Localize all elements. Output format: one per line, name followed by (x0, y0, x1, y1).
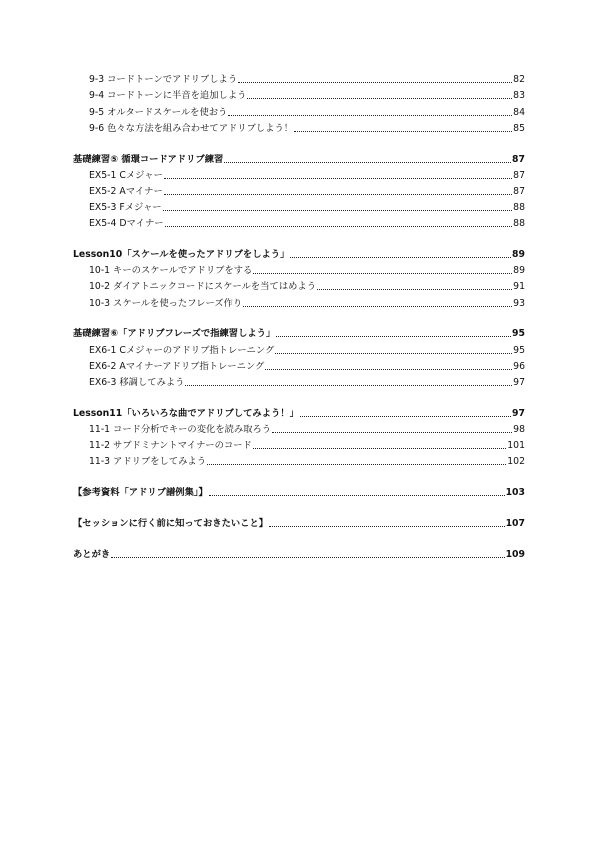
dot-leader (276, 336, 511, 337)
toc-entry (73, 276, 525, 292)
toc-entry-title: 【参考資料「アドリブ譜例集」】 (73, 487, 208, 499)
toc-entry (73, 118, 525, 134)
toc-entry-page: 88 (513, 202, 525, 214)
toc-entry-page: 103 (505, 487, 525, 499)
toc-entry-page: 89 (513, 265, 525, 277)
toc-entry-title: 10-2 ダイアトニックコードにスケールを当てはめよう (89, 281, 317, 293)
dot-leader (228, 115, 512, 116)
dot-leader (317, 289, 512, 290)
toc-entry-page: 89 (512, 249, 525, 261)
toc-entry (73, 69, 525, 85)
dot-leader (111, 557, 504, 558)
dot-leader (247, 98, 512, 99)
toc-entry (73, 101, 525, 117)
toc-entry-page: 82 (513, 74, 525, 86)
toc-entry-page: 96 (513, 360, 525, 372)
dot-leader (185, 385, 512, 386)
toc-entry (73, 213, 525, 229)
dot-leader (253, 273, 512, 274)
toc-section-heading (73, 513, 525, 529)
table-of-contents (73, 69, 525, 560)
toc-section-heading (73, 543, 525, 559)
toc-entry-title: 【セッションに行く前に知っておきたいこと】 (73, 517, 269, 529)
dot-leader (290, 257, 511, 258)
toc-entry (73, 260, 525, 276)
toc-entry-title: EX5-2 Aマイナー (89, 185, 163, 197)
dot-leader (165, 226, 513, 227)
toc-entry-title: 基礎練習⑥「アドリブフレーズで指練習しよう」 (73, 328, 276, 340)
toc-entry-title: EX6-1 Cメジャーのアドリブ指トレーニング (89, 344, 275, 356)
toc-entry-page: 88 (513, 218, 525, 230)
toc-entry-title: 11-3 アドリブをしてみよう (89, 456, 207, 468)
toc-entry-title: 9-3 コードトーンでアドリブしよう (89, 74, 238, 86)
dot-leader (164, 178, 512, 179)
toc-entry-title: 11-1 コード分析でキーの変化を読み取ろう (89, 423, 272, 435)
toc-entry-page: 87 (513, 169, 525, 181)
toc-entry-title: 10-3 スケールを使ったフレーズ作り (89, 297, 243, 309)
toc-entry-title: 11-2 サブドミナントマイナーのコード (89, 440, 252, 452)
toc-entry (73, 356, 525, 372)
dot-leader (300, 416, 511, 417)
toc-entry (73, 372, 525, 388)
toc-entry-title: EX6-3 移調してみよう (89, 376, 185, 388)
toc-entry-page: 87 (513, 185, 525, 197)
dot-leader (294, 131, 512, 132)
toc-entry-title: EX5-3 Fメジャー (89, 202, 162, 214)
toc-entry (73, 451, 525, 467)
toc-section-heading (73, 403, 525, 419)
dot-leader (243, 306, 512, 307)
dot-leader (164, 194, 512, 195)
toc-entry-page: 95 (513, 344, 525, 356)
toc-entry-page: 98 (513, 423, 525, 435)
toc-entry (73, 435, 525, 451)
toc-entry (73, 339, 525, 355)
toc-entry-page: 102 (507, 456, 525, 468)
toc-entry (73, 292, 525, 308)
toc-entry-title: 9-6 色々な方法を組み合わせてアドリブしよう！ (89, 122, 294, 134)
dot-leader (265, 369, 512, 370)
dot-leader (253, 448, 506, 449)
toc-entry-title: Lesson11「いろいろな曲でアドリブしてみよう！」 (73, 407, 299, 419)
dot-leader (209, 495, 505, 496)
toc-entry-title: あとがき (73, 548, 111, 560)
toc-section-heading (73, 482, 525, 498)
toc-entry (73, 197, 525, 213)
toc-section-heading (73, 148, 525, 164)
toc-entry-page: 97 (512, 407, 525, 419)
toc-entry-page: 83 (513, 90, 525, 102)
toc-entry-page: 84 (513, 106, 525, 118)
toc-entry-page: 101 (507, 440, 525, 452)
toc-section-heading (73, 323, 525, 339)
toc-entry-title: EX6-2 Aマイナーアドリブ指トレーニング (89, 360, 265, 372)
toc-entry-title: EX5-1 Cメジャー (89, 169, 163, 181)
toc-entry-page: 107 (505, 517, 525, 529)
toc-entry-page: 93 (513, 297, 525, 309)
toc-entry (73, 419, 525, 435)
toc-entry-title: 基礎練習⑤ 循環コードアドリブ練習 (73, 153, 224, 165)
toc-section-heading (73, 244, 525, 260)
dot-leader (207, 464, 506, 465)
dot-leader (275, 353, 512, 354)
toc-entry-page: 97 (513, 376, 525, 388)
toc-entry-title: 9-5 オルタードスケールを使おう (89, 106, 228, 118)
toc-entry (73, 85, 525, 101)
dot-leader (269, 526, 505, 527)
toc-entry (73, 181, 525, 197)
toc-entry-page: 85 (513, 122, 525, 134)
toc-entry-page: 91 (513, 281, 525, 293)
toc-entry (73, 165, 525, 181)
toc-entry-title: 9-4 コードトーンに半音を追加しよう (89, 90, 247, 102)
dot-leader (238, 82, 512, 83)
toc-entry-page: 109 (505, 548, 525, 560)
dot-leader (163, 210, 512, 211)
toc-entry-page: 95 (512, 328, 525, 340)
dot-leader (224, 162, 511, 163)
toc-entry-title: 10-1 キーのスケールでアドリブをする (89, 265, 253, 277)
toc-entry-title: Lesson10「スケールを使ったアドリブをしよう」 (73, 249, 290, 261)
toc-entry-page: 87 (512, 153, 525, 165)
toc-entry-title: EX5-4 Dマイナー (89, 218, 164, 230)
dot-leader (272, 432, 512, 433)
